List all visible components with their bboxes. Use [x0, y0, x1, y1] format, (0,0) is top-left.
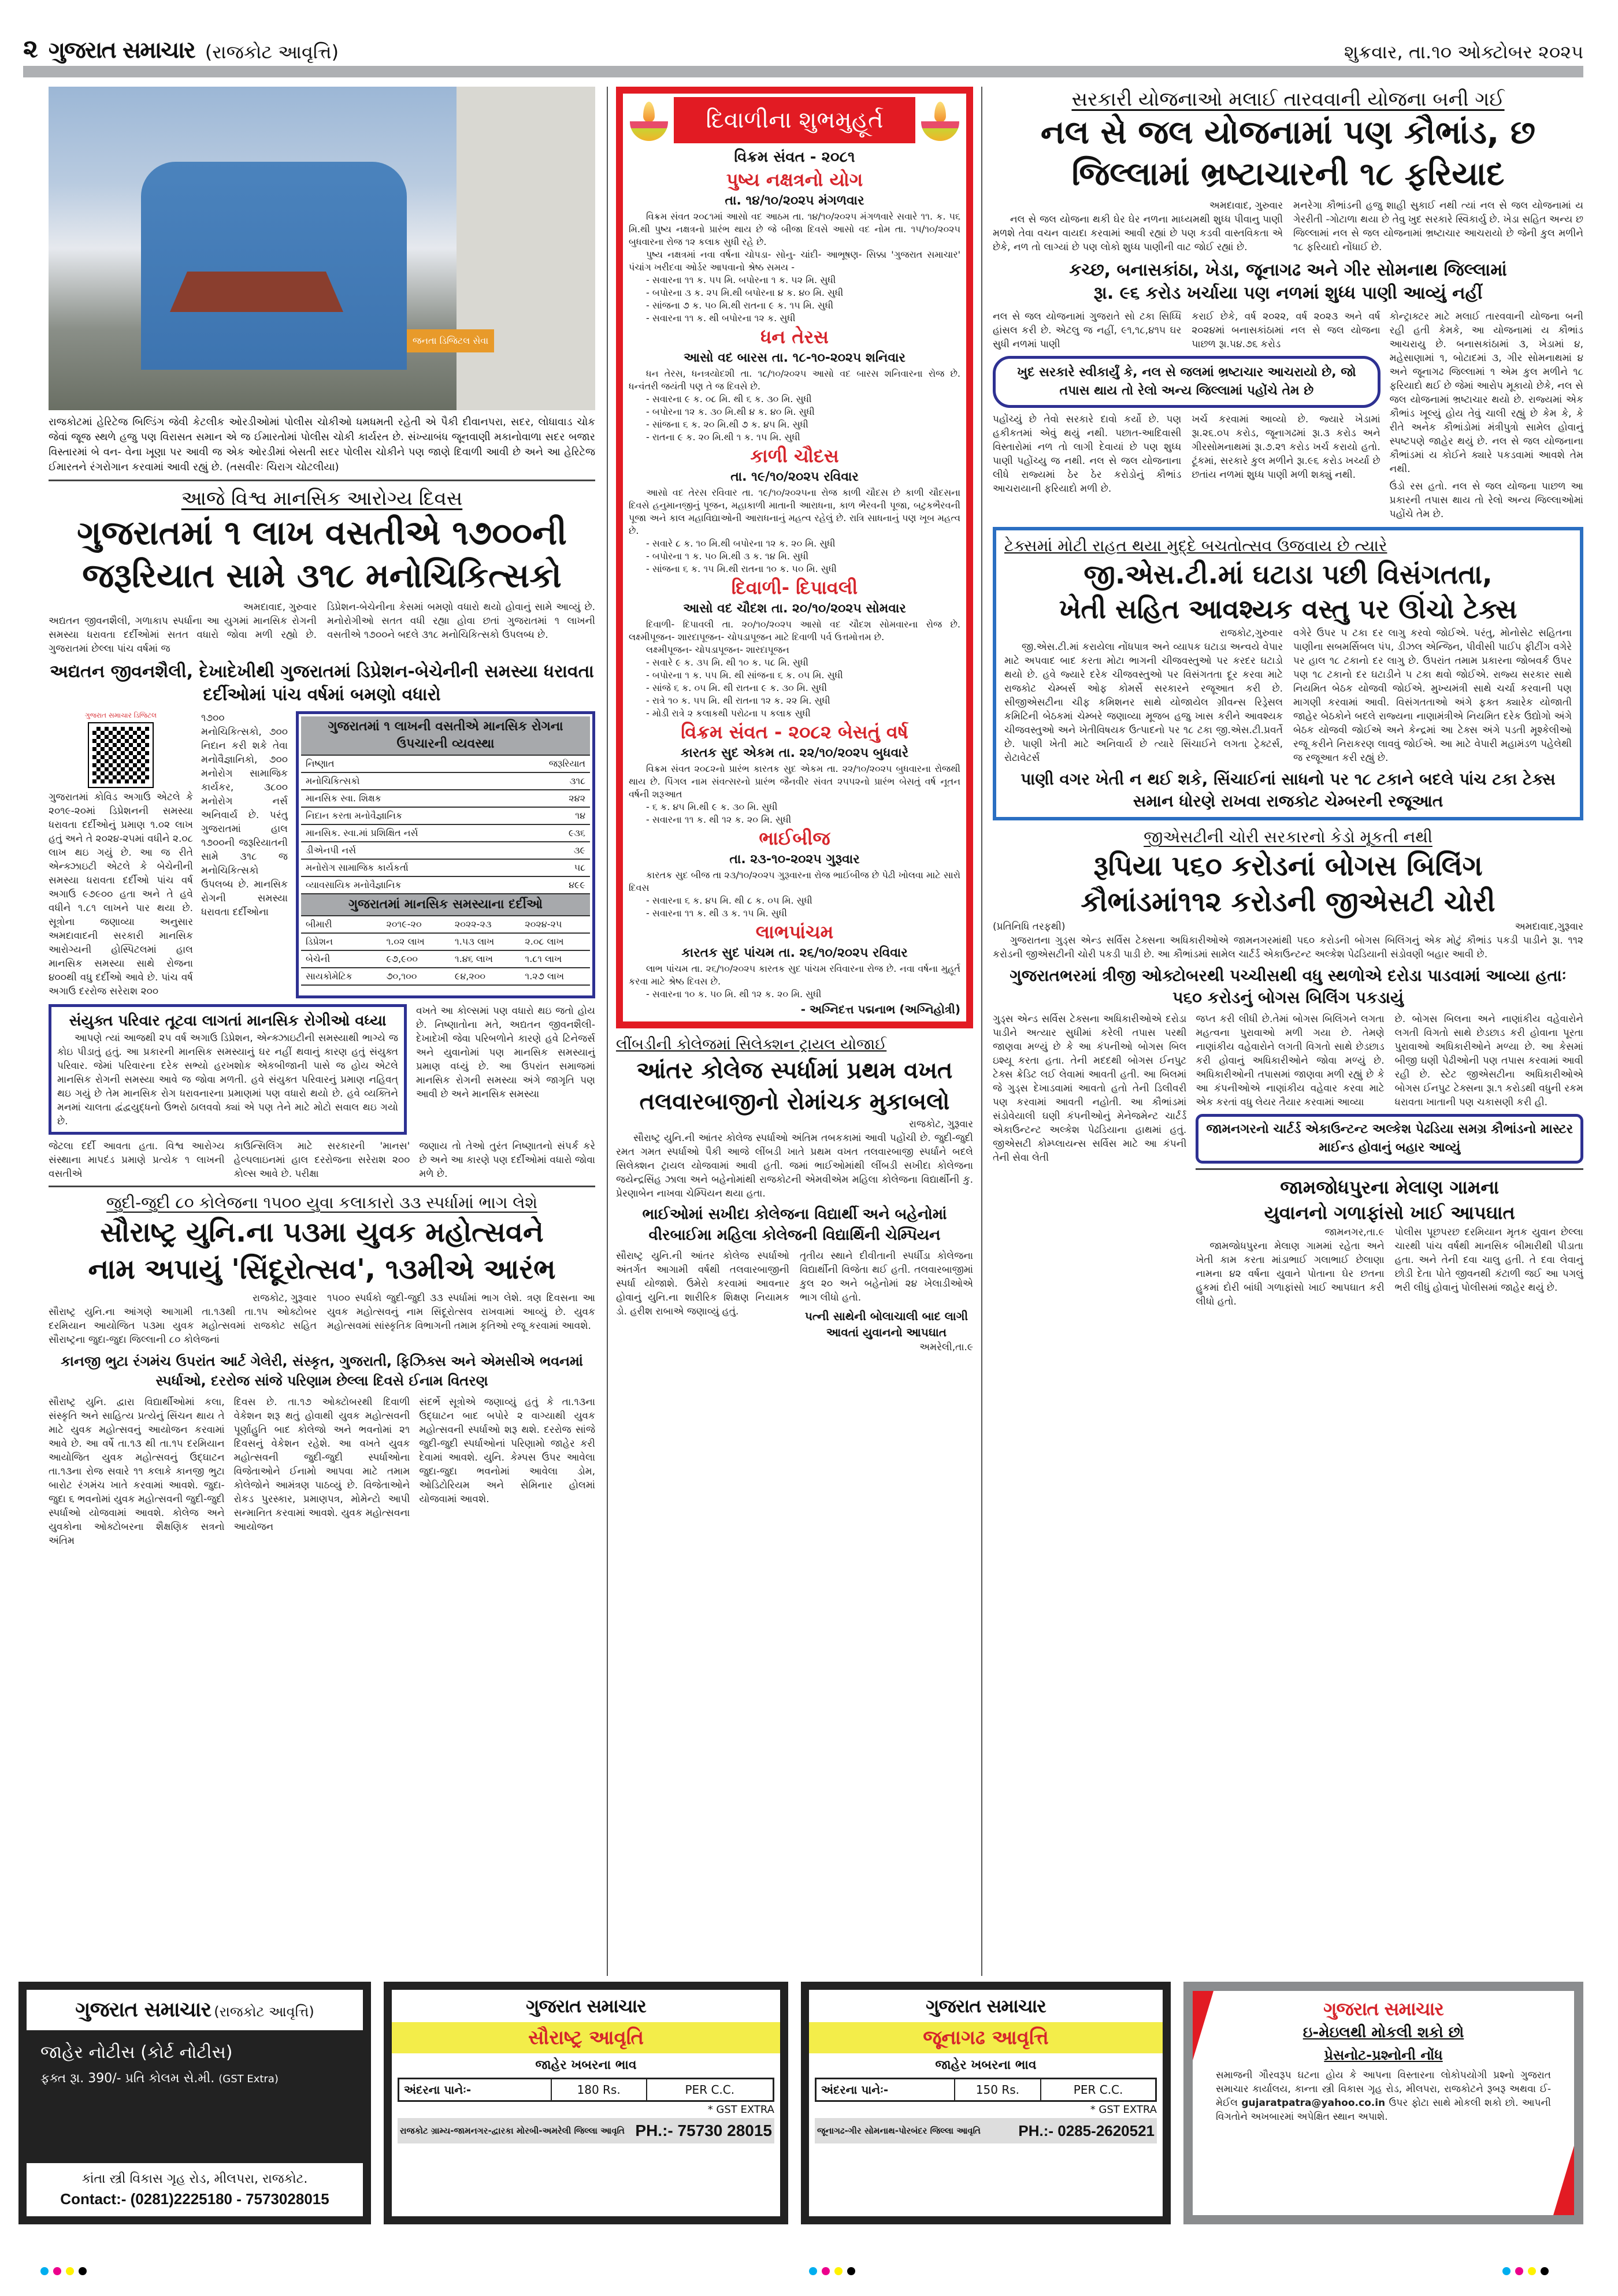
- nal-se-jal-col1: નલ સે જલ યોજનામાં ગુજરાતે સો ટકા સિધ્ધિ હાંસલ કરી છે. એટલુ જ નહીં, ૯૧,૧૮,૪૧૫ ઘર સુધી નળમાં પાણી: [993, 311, 1182, 350]
- headline-line-2: કૌભાંડમાં૧૧૨ કરોડની જીએસટી ચોરી: [1081, 886, 1495, 918]
- col-header: નિષ્ણાત: [301, 755, 507, 772]
- cell: ૨.૦૮ લાખ: [520, 933, 590, 950]
- cell: ૪૯૯: [507, 876, 590, 894]
- cell: ૧.૪૬ લાખ: [450, 950, 521, 968]
- table-row: [301, 933, 590, 950]
- email-link[interactable]: gujaratpatra@yahoo.co.in: [1241, 2097, 1386, 2109]
- cell: માનસિક. સ્વા.માં પ્રશિક્ષિત નર્સ: [301, 824, 507, 842]
- festival-date: આસો વદ ચૌદશ તા. ૨૦/૧૦/૨૦૨૫ સોમવાર: [683, 601, 906, 616]
- mental-health-kicker: આજે વિશ્વ માનસિક આરોગ્ય દિવસ: [181, 487, 463, 510]
- cell: ૧.૦૨ લાખ: [381, 933, 450, 950]
- festival-title: વિક્રમ સંવત - ૨૦૮૨ બેસતું વર્ષ: [681, 721, 908, 743]
- ad-logo: ગુજરાત સમાચાર: [392, 1990, 780, 2022]
- photo-caption: [49, 415, 595, 475]
- fencing-intro: [616, 1117, 973, 1201]
- bogus-billing-right: [1196, 1012, 1583, 1309]
- col-header: ૨૦૧૯-૨૦: [381, 916, 450, 933]
- headline-line-2: જિલ્લામાં ભ્રષ્ટાચારની ૧૮ ફરિયાદ: [1071, 155, 1505, 193]
- festival-title: કાળી ચૌદસ: [750, 445, 839, 467]
- nal-se-jal-col2: કરાઈ છેકે, વર્ષ ૨૦૨૨, વર્ષ ૨૦૨૩ અને વર્ષ ૨૦૨૪માં બનાસકાંઠામાં નલ સે જલ યોજના પાછળ રૂા.૫૪.૭૬ કરોડ: [1192, 311, 1381, 350]
- registration-marks: [1502, 2267, 1549, 2275]
- table-row: [301, 876, 590, 894]
- rate-label: અંદરના પાનેઃ-: [399, 2079, 552, 2100]
- wife-dateline: અમરેલી,તા.૯: [919, 1342, 973, 1353]
- mental-health-bottom-col2: કાઉન્સિલિંગ માટે સરકારની 'માનસ' હેલ્પલાઇનમાં હાલ દરરોજના સરેરાશ ૨૦૦ કોલ્સ આવે છે. પરીક્ષા: [233, 1140, 410, 1180]
- headline-line-2: નામ અપાયું 'સિંદૂરોત્સવ', ૧૩મીએ આરંભ: [88, 1253, 556, 1286]
- mental-health-subhead: અદ્યતન જીવનશૈલી, દેખાદેખીથી ગુજરાતમાં ડિપ્રેશન-બેચેનીની સમસ્યા ધરાવતા દર્દીઓમાં પાંચ વર્ષમાં બમણો વધારો: [50, 662, 594, 705]
- photo-credit: (તસવીરઃ ચિરાગ ચોટલીયા): [226, 461, 339, 473]
- ad-text-2: ઉપર ફોટા સાથે મોકલી શકો છો. આપની વિગતોને અખબારમાં અપેક્ષિત સ્થાન અપાશે.: [1216, 2097, 1551, 2123]
- ad-text-1: સમાજની ગૌરવરૂપ ઘટના હોય કે આપના વિસ્તારના લોકોપયોગી પ્રશ્નો ગુજરાત સમાચાર કાર્યાલય, કાન્તા સ્ત્રી વિકાસ ગૃહ રોડ, મીલપરા, રાજકોટને રૂબરૂ અથવા ઈ-મેઈલ: [1216, 2070, 1551, 2109]
- youth-fest-kicker: જુદી-જુદી ૮૦ કોલેજના ૧૫૦૦ યુવા કલાકારો ૩૩ સ્પર્ધામાં ભાગ લેશે: [106, 1193, 537, 1212]
- muhurat-time: - રાત્રે ૧૦ ક. ૫૫ મિ. થી રાતના ૧૨ ક. ૨૨ મિ. સુધી: [646, 695, 830, 706]
- table-row: [301, 790, 590, 807]
- issue-date: શુક્રવાર, તા.૧૦ ઓક્ટોબર ૨૦૨૫: [1344, 41, 1583, 63]
- table-row: [301, 968, 590, 985]
- festival-paragraph: આસો વદ તેરસ રવિવાર તા. ૧૯/૧૦/૨૦૨૫ના રોજ કાળી ચૌદસ છે કાળી ચૌદસના દિવસે હનુમાનજીનું પૂજન, મહાકાળી માતાની આરાધના, કાળ ભૈરવની પૂજા, બટુકભૈરવની પૂજા અને કાલ મહાવિદ્યાઓની આરાધનાનું મહત્વ રહેલું છે. રાત્રિ સાધનાનું પણ ખૂબ મહત્વ છે.: [629, 487, 960, 536]
- festival-paragraph: લાભ પાંચમ તા. ૨૬/૧૦/૨૦૨૫ કારતક સુદ પાંચમ રવિવારના રોજ છે. નવા વર્ષના મુહૂર્ત કરવા માટે શ્રેષ્ઠ દિવસ છે.: [629, 963, 960, 987]
- mental-health-intro-left: [49, 600, 317, 656]
- col-text: જી.એસ.ટી.માં કરાયેલા નોંધપાત્ર અને વ્યાપક ઘટાડા અન્વયે વેપાર માટે અપવાદ બાદ કરતા મોટા ભાગની ચીજવસ્તુઓ પર કરદર ઘટાડો થયો છે. હવે જ્યારે દરેક ચીજવસ્તુઓ પર વિસંગતતા દૂર કરવા માટે રાજકોટ ચેમ્બર્સ ઓફ કોમર્સે સરકારને રજૂઆત કરી છે. સીજીએસટીના ચીફ કમિશનર સાથે યોજાયેલ ગ્રીવન્સ રિડ્રેસલ કમિટિની બેઠકમાં ચેમ્બરે જણાવ્યા મૂજબ હજુ ખાસ કરીને આવશ્યક ચીજવસ્તુઓ અને ખેતીવિષયક ઉત્પાદનો પર ૧૮ ટકા જી.એસ.ટી.પ્રવર્તે છે. પાણી ખેતી માટે અનિવાર્ય છે ત્યારે સિંચાઈને લગતા ટ્રેક્ટર્સ, રોટાવેટર્સ: [1004, 641, 1283, 764]
- intro-text: સૌરાષ્ટ્ર યુનિ.ની આંતર કોલેજ સ્પર્ધાઓ અંતિમ તબકકામાં આવી પહોંચી છે. જુદી-જુદી રમત ગમત સ્પર્ધાઓ પૈકી આજે લીંબડી ખાતે પ્રથમ વખત તલવારબાજી સ્પર્ધાને બદલે સિલેક્શન ટ્રાયલ યોજવામાં આવી હતી. જમાં ભાઈઓમાંથી લીંબડી સખીદા કોલેજના જયેન્દ્રસિંહ ઝાલા અને બહેનોમાંથી રાજકોટની એમવીએમ મહિલા કોલેજના વિદ્યાર્થીની કુ. પ્રેરણાબેન નાખવા ચેમ્પિયન થયા હતા.: [616, 1132, 973, 1199]
- photo-roof: [170, 272, 343, 312]
- ad-logo: ગુજરાત સમાચાર: [809, 1990, 1163, 2022]
- cell: ૨૪૨: [507, 790, 590, 807]
- youth-fest-subhead: કાનજી ભુટા રંગમંચ ઉપરાંત આર્ટ ગેલેરી, સંસ્કૃત, ગુજરાતી, ફિઝિક્સ અને એમસીએ ભવનમાં સ્પર્ધાઓ, દરરોજ સાંજે પરિણામ છેલ્લા દિવસે ઈનામ વિતરણ: [61, 1353, 583, 1389]
- registration-marks: [40, 2267, 87, 2275]
- table-title: ગુજરાતમાં માનસિક સમસ્યાના દર્દીઓ: [301, 894, 590, 916]
- ad-logo: ગુજરાત સમાચાર: [75, 1998, 211, 2022]
- youth-fest-intro-left: [49, 1291, 317, 1347]
- festival-date: તા. ૨૩-૧૦-૨૦૨૫ ગુરૂવાર: [729, 852, 860, 867]
- cell: ૭૦,૧૦૦: [381, 968, 450, 985]
- mental-health-col2: ૧૭૦૦ મનોચિકિત્સકો, ૭૦૦ નિદાન કરી શકે તેવા મનોવૈજ્ઞાનિકો, ૭૦૦ મનોરોગ સામાજિક કાર્યકર, ૩૮૦૦ મનોરોગ નર્સ અનિવાર્ય છે. પરંતુ ગુજરાતમાં હાલ ૧૭૦૦ની જરૂરિયાતની સામે ૩૧૮ જ મનોચિકિત્સકો ઉપલબ્ધ છે. માનસિક રોગની સમસ્યા ધરાવતા દર્દીઓના: [201, 712, 288, 918]
- newspaper-logo: ગુજરાત સમાચાર: [48, 37, 195, 64]
- edition-label: (રાજકોટ આવૃત્તિ): [205, 41, 339, 63]
- col-text: જામજોધપુરના મેલાણ ગામમાં રહેતા અને ખેતી કામ કરતા માંડાભાઈ ગલાભાઈ છેલાણા નામના ૪૨ વર્ષના યુવાને પોતાના ઘેર છતના હુકમાં દોરી બાંધી ગળાફાંસો ખાઈ આપઘાત કરી લીધો હતો.: [1196, 1240, 1385, 1307]
- rate-label: અંદરના પાનેઃ-: [817, 2079, 955, 2100]
- bogus-billing-cols: [1196, 1012, 1583, 1109]
- table-row: [301, 842, 590, 859]
- ad-body: [27, 2030, 363, 2163]
- cell: ૫૮: [507, 859, 590, 876]
- photo-shop-sign: જનતા ડિજિટલ સેવા: [407, 329, 494, 352]
- ad-region: રાજકોટ ગ્રામ્ય-જામનગર-દ્વારકા મોરબી-અમરેલી જિલ્લા આવૃતિ: [400, 2126, 625, 2136]
- dateline: રાજકોટ,ગુરુવાર: [1219, 627, 1283, 639]
- ad-footer: [27, 2163, 363, 2216]
- mental-health-bottom-col3: જણાય તો તેઓ તુરંત નિષ્ણાતનો સંપર્ક કરે છે અને આ કારણે પણ દર્દીઓમાં વધારો જોવા મળે છે.: [419, 1140, 595, 1180]
- box-text: આપણે ત્યાં આજથી ૨૫ વર્ષ અગાઉ ડિપ્રેશન, એન્ક્ઝાઇટીની સમસ્યાથી ભાગ્યે જ કોઇ પીડાતું હતું. આ પ્રકારની માનસિક સમસ્યાનું ઘર નહીં થવાનું કારણ હતું સંયુક્ત પરિવાર. જેમાં પરિવારના દરેક સભ્યો હરખશોક એકબીજાની પાસે જ હોય એટલે માનસિક રોગની સમસ્યા આવે જ જોવા મળતી. હવે સંયુક્ત પરિવારનું પ્રમાણ નહિવત્ થઇ ગયું છે તેમ માનસિક રોગ ધરાવનારના પ્રમાણમાં પણ વધારો થયો છે. હવે વ્યક્તિને મનમાં ચાલતા દ્વંદ્વયુદ્ધનો ઉભરો ઠાલવવો ક્યાં એ પણ તેને માટે મોટો સવાલ થઇ ગયો છે.: [57, 1032, 398, 1127]
- bogus-billing-intro: [993, 920, 1583, 961]
- muhurat-time: - બપોરના ૧ ક. ૫૫ મિ. થી સાંજના ૬ ક. ૦૫ મિ. સુધી: [646, 670, 843, 681]
- diya-icon: [629, 97, 669, 143]
- dateline: અમદાવાદ,ગુરૂવાર: [1515, 921, 1583, 932]
- ad-phone: PH.:- 75730 28015: [635, 2122, 772, 2139]
- muhurat-schedule: [629, 147, 960, 1001]
- author: - અગ્નિદત્ત પદ્મનાભ (અગ્નિહોત્રી): [800, 1002, 960, 1016]
- gst-headline: [1004, 557, 1572, 626]
- page-body: [23, 87, 1583, 1976]
- diwali-muhurat-box: [616, 87, 973, 1028]
- table-title: ગુજરાતમાં ૧ લાખની વસતીએ માનસિક રોગના ઉપચારની વ્યવસ્થા: [301, 716, 590, 755]
- masthead-rule: [23, 66, 1583, 77]
- diya-icon: [920, 97, 960, 143]
- ad-edition: સૌરાષ્ટ્ર આવૃતિ: [528, 2026, 644, 2049]
- nal-se-jal-headline: [993, 112, 1583, 195]
- gst-subhead: પાણી વગર ખેતી ન થઈ શકે, સિંચાઈનાં સાધનો પર ૧૮ ટકાને બદલે પાંચ ટકા ટેક્સ સમાન ધોરણે રાખવા રાજકોટ ચેમ્બરની રજૂઆત: [1020, 770, 1556, 811]
- ad-title: જાહેર નોટીસ (કોર્ટ નોટીસ): [40, 2042, 233, 2063]
- cell: ૯૩૬: [507, 824, 590, 842]
- samvat-title: વિક્રમ સંવત - ૨૦૮૧: [734, 148, 855, 166]
- muhurat-time: - સવારના ૧૧ ક. ૫૫ મિ. બપોરના ૧ ક. ૫૨ મિ. સુધી: [646, 274, 836, 285]
- ad-footer: [815, 2118, 1157, 2143]
- festival-paragraph: પુષ્ય નક્ષત્રમાં નવા વર્ષના ચોપડા- સોનુ- ચાંદી- આભૂષણ- સિક્કા 'ગુજરાત સમાચાર' પંચાંગ ખરીદવા ઓર્ડર આપવાનો શ્રેષ્ઠ સમય -: [629, 249, 960, 273]
- youth-fest-col2: દિવસ છે. તા.૧૭ ઓક્ટોબરથી દિવાળી વેકેશન શરૂ થતું હોવાથી યુવક મહોત્સવની પૂર્ણાહુતિ બાદ કોલેજો અને ભવનોમાં ૨૧ દિવસનું વેકેશન રહેશે. આ વખતે યુવક મહોત્સવની જુદી-જુદી સ્પર્ધાઓના વિજેતાઓને ઈનામો આપવા માટે તમામ કોલેજોને આમંત્રણ પાઠવ્યું છે. વિજેતાઓને રોકડ પુરસ્કાર, પ્રમાણપત્ર, મોમેન્ટો આપી સન્માનિત કરવામાં આવશે. યુવક મહોત્સવના આયોજન: [233, 1396, 410, 1533]
- headline-line-1: આંતર કોલેજ સ્પર્ધામાં પ્રથમ વખત: [636, 1057, 953, 1084]
- photo-police-chowki: [49, 87, 595, 410]
- cell: ૧.૮૧ લાખ: [520, 950, 590, 968]
- headline-line-1: રૂપિયા ૫૬૦ કરોડનાં બોગસ બિલિંગ: [1093, 850, 1483, 882]
- headline-line-2: તલવારબાજીનો રોમાંચક મુકાબલો: [639, 1088, 950, 1115]
- cell: વ્યાવસાયિક મનોવૈજ્ઞાનિક: [301, 876, 507, 894]
- dateline: અમદાવાદ, ગુરુવાર: [1209, 200, 1283, 211]
- mental-health-bottom: [49, 1139, 595, 1181]
- cell: ડિપ્રેશન: [301, 933, 381, 950]
- bogus-billing-body: [993, 1012, 1583, 1309]
- patients-table: [301, 894, 590, 986]
- cell: ૯૭,૯૦૦: [381, 950, 450, 968]
- mental-health-bottom-col1: જેટલા દર્દી આવતા હતા. વિશ્વ આરોગ્ય સંસ્થાના માપદંડ પ્રમાણે પ્રત્યેક ૧ લાખની વસતીએ: [49, 1140, 225, 1180]
- ca-callout: જામનગરનો ચાર્ટર્ડ એકાઉન્ટન્ટ અલ્કેશ પેઢડિયા સમગ્ર કૌભાંડનો માસ્ટર માઈન્ડ હોવાનું બહાર આવ્યું: [1196, 1114, 1583, 1164]
- youth-fest-col1: સૌરાષ્ટ્ર યુનિ. દ્વારા વિદ્યાર્થીઓમાં કલા, સંસ્કૃતિ અને સાહિત્ય પ્રત્યેનું સિંચન થાય તે માટે યુવક મહોત્સવનું આયોજન કરવામાં આવે છે. આ વર્ષે તા.૧૩ થી તા.૧૫ દરમિયાન આયોજિત યુવક મહોત્સવનું ઉદ્ઘાટન તા.૧૩ના રોજ સવારે ૧૧ કલાકે કાનજી ભુટા બારોટ રંગમંચ ખાતે કરવામાં આવશે. જુદા-જુદા ૬ ભવનોમાં યુવક મહોત્સવની જુદી-જુદી સ્પર્ધાઓ યોજવામાં આવશે. કોલેજ અને યુવકોના ઓક્ટોબરના શૈક્ષણિક સત્રનો અંતિમ: [49, 1396, 225, 1547]
- fencing-col2-wrap: [800, 1249, 973, 1354]
- ad-title: ઇ-મેઇલથી મોકલી શકો છો: [1302, 2024, 1464, 2041]
- ad-address: કાંતા સ્ત્રી વિકાસ ગૃહ રોડ, મીલપરા, રાજકોટ.: [81, 2172, 308, 2186]
- dateline: અમદાવાદ, ગુરુવાર: [243, 601, 317, 613]
- cell: મનોરોગ સામાજિક કાર્યકર્તા: [301, 859, 507, 876]
- masthead: [23, 35, 1583, 64]
- headline-line-1: ગુજરાતમાં ૧ લાખ વસતીએ ૧૭૦૦ની: [77, 513, 567, 552]
- dateline: રાજકોટ, ગુરૂવાર: [909, 1119, 973, 1130]
- bogus-billing-col2: જપ્ત કરી લીધી છે.તેમાં બોગસ બિલિંગને લગતા મહત્વના પુરાવાઓ મળી ગયા છે. તેમણે નાણાંકીય વહેવારોને લગતી વિગતો સાથે છેડછાડ કરી હોવાનું અધિકારીઓને જોવા મળ્યું છે. અધિકારીઓની તપાસમાં જાણવા મળી રહ્યું છે કે આ કંપનીઓએ નાણાંકીય વહેવાર કરવા માટે એક કરતાં વધુ લેયર તૈયાર કરવામાં આવ્યા: [1196, 1013, 1385, 1108]
- festival-title: પુષ્ય નક્ષત્રનો યોગ: [726, 169, 863, 191]
- corner-accent: [1553, 2146, 1574, 2215]
- festival-date: તા. ૧૯/૧૦/૨૦૨૫ રવિવાર: [730, 470, 859, 484]
- muhurat-time: - સવારે ૮ ક. ૧૦ મિ.થી બપોરના ૧૨ ક. ૨૦ મિ. સુધી: [646, 538, 836, 549]
- cell: ૩૧૮: [507, 772, 590, 790]
- mental-health-col1-wrap: [49, 711, 193, 998]
- muhurat-time: - સવારના ૯ ક. ૦૮ મિ. થી ૬ ક. ૩૦ મિ. સુધી: [646, 393, 812, 404]
- rate-value: 150 Rs.: [955, 2079, 1042, 2100]
- youth-fest-intro: [49, 1291, 595, 1347]
- table-row: [301, 824, 590, 842]
- left-column: [23, 87, 607, 1976]
- ad-gst: * GST EXTRA: [1090, 2104, 1157, 2116]
- fencing-kicker: લીંબડીની કોલેજમાં સિલેક્શન ટ્રાયલ યોજાઈ: [616, 1036, 887, 1053]
- dateline: જામનગર,તા.૯: [1324, 1227, 1385, 1238]
- nal-se-jal-top-cols: [993, 310, 1381, 351]
- festival-title: લાભપાંચમ: [755, 921, 834, 943]
- ad-strip: [18, 1982, 1583, 2224]
- diwali-banner-row: [629, 97, 960, 143]
- ad-edition: જૂનાગઢ આવૃત્તિ: [923, 2026, 1049, 2049]
- ad-header: [27, 1990, 363, 2030]
- youth-fest-intro-right: ૧૫૦૦ સ્પર્ધકો જુદી-જુદી ૩૩ સ્પર્ધામાં ભાગ લેશે. ત્રણ દિવસના આ યુવક મહોત્સવનું નામ સિંદૂરોત્સવ રાખવામાં આવ્યું છે. યુવક મહોત્સવમાં સાંસ્કૃતિક વિભાગની તમામ કૃતિઓ રજૂ કરવામાં આવશે.: [327, 1292, 595, 1332]
- ad-body: [809, 2053, 1163, 2216]
- muhurat-time: - સાંજના ૭ ક. ૫૦ મિ.થી રાતના ૯ ક. ૧૫ મિ. સુધી: [646, 300, 834, 311]
- table-row: [301, 950, 590, 968]
- intro-left-text: અદ્યતન જીવનશૈલી, ગળાકાપ સ્પર્ધાના આ યુગમાં માનસિક રોગની સમસ્યા ધરાવતા દર્દીઓમાં સતત વધારો જોવા મળી રહ્યો છે. ગુજરાતમાં છેલ્લા પાંચ વર્ષમાં જ: [49, 615, 317, 655]
- muhurat-time: - સવારે ૯ ક. ૩૫ મિ. થી ૧૦ ક. ૫૮ મિ. સુધી: [646, 657, 809, 668]
- headline-line-1: જી.એસ.ટી.માં ઘટાડા પછી વિસંગતતા,: [1083, 559, 1493, 590]
- ad-price: ફક્ત રૂા. 390/- પ્રતિ કોલમ સે.મી.: [40, 2071, 215, 2086]
- mental-health-tables: [296, 711, 595, 998]
- cell: ૩૯: [507, 842, 590, 859]
- dateline: રાજકોટ, ગુરૂવાર: [253, 1292, 317, 1304]
- headline-line-2: યુવાનનો ગળાફાંસો ખાઈ આપઘાત: [1264, 1202, 1515, 1224]
- ad-footer: [398, 2118, 774, 2143]
- muhurat-time: - બપોરના ૧ ક. ૫૦ મિ.થી ૩ ક. ૧૪ મિ. સુધી: [646, 551, 809, 562]
- muhurat-time: - મોડી રાત્રે ૨ કલાકથી પરોઢના ૫ કલાક સુધી: [646, 708, 811, 719]
- specialists-table: [301, 716, 590, 894]
- nal-se-jal-col6: ઉંડો રસ હતો. નલ સે જલ યોજના પાછળ આ પ્રકારની તપાસ થાય તો રેલો અન્ય જિલ્લાઓમાં પહોંચે તેમ છે.: [1389, 481, 1583, 520]
- muhurat-time: - સાંજના ૬ ક. ૨૦ મિ.થી ૭ ક. ૪૫ મિ. સુધી: [646, 419, 808, 430]
- festival-title: ધન તેરસ: [760, 326, 829, 348]
- fencing-body: [616, 1249, 973, 1354]
- cell: મનોચિકિત્સકો: [301, 772, 507, 790]
- section-rule: [49, 1186, 595, 1187]
- cell: સાયકોમેટિક: [301, 968, 381, 985]
- mental-health-intro: [49, 600, 595, 656]
- muhurat-time: - સાંજે ૬ ક. ૦૫ મિ. થી રાતના ૯ ક. ૩૦ મિ. સુધી: [646, 682, 827, 693]
- bogus-billing-subhead: ગુજરાતભરમાં ત્રીજી ઓક્ટોબરથી પચ્ચીસથી વધુ સ્થળોએ દરોડા પાડવામાં આવ્યા હતાઃ ૫૬૦ કરોડનું બોગસ બિલિંગ પકડાયું: [1010, 966, 1567, 1007]
- festival-date: કારતક સુદ એકમ તા. ૨૨/૧૦/૨૦૨૫ બુધવારે: [680, 746, 909, 760]
- nal-se-jal-kicker: સરકારી યોજનાઓ મલાઈ તારવવાની યોજના બની ગઈ: [1071, 88, 1505, 111]
- festival-paragraph: વિક્રમ સંવત ૨૦૮૧માં આસો વદ આઠમ તા. ૧૪/૧૦/૨૦૨૫ મંગળવારે સવારે ૧૧. ક. ૫૬ મિ.થી પુષ્ય નક્ષત્રનો પ્રારંભ થાય છે જે બીજા દિવસે આસો વદ નોમ તા. ૧૫/૧૦/૨૦૨૫ બુધવારના રોજ ૧૨ કલાક સુધી રહે છે.: [629, 211, 960, 247]
- diwali-banner: દિવાળીના શુભમુહૂર્ત: [674, 97, 915, 143]
- ad-edition: (રાજકોટ આવૃત્તિ): [214, 2004, 314, 2020]
- headline-line-2: ખેતી સહિત આવશ્યક વસ્તુ પર ઊંચો ટેક્સ: [1059, 593, 1517, 625]
- ad-junagadh-rates[interactable]: [801, 1982, 1171, 2224]
- muhurat-time: - સવારના ૧૧ ક. થી બપોરના ૧૨ ક. સુધી: [646, 313, 796, 324]
- fencing-headline: [616, 1055, 973, 1117]
- bogus-billing-byline: [993, 920, 1583, 934]
- ad-region: જૂનાગઢ-ગીર સોમનાથ-પોરબંદર જિલ્લા આવૃતિ: [817, 2126, 981, 2136]
- festival-paragraph: ધન તેરસ, ધનત્રયોદશી તા. ૧૮/૧૦/૨૦૨૫ આસો વદ બારસ શનિવારના રોજ છે. ધન્વંતરી જયંતી પણ તે જ દિવસે છે.: [629, 368, 960, 392]
- intro-text: નલ સે જલ યોજના થકી ઘેર ઘેર નળના માધ્યમથી શુધ્ધ પીવાનુ પાણી મળશે તેવા વચન વાયદા કરવામાં આવી રહ્યાં છે પણ કડવી વાસ્તવિકતા એ છેકે, નળ તો લાગ્યાં છે પણ લોકો શુધ્ધ પાણીની વાટ જોઈ રહ્યાં છે.: [993, 214, 1283, 253]
- headline-line-1: નલ સે જલ યોજનામાં પણ કૌભાંડ, છ: [1040, 114, 1536, 151]
- ad-phone: PH.:- 0285-2620521: [1018, 2122, 1155, 2139]
- nal-se-jal-left-body: [993, 310, 1381, 521]
- muhurat-time: - સવારના ૧૦ ક. ૫૦ મિ. થી ૧૨ ક. ૨૦ મિ. સુધી: [646, 989, 822, 1000]
- corner-accent: [1193, 1991, 1214, 2060]
- fencing-col2: તૃતીય સ્થાને દીવીતાની સ્પર્ધીડા કોલેજના વિદ્યાર્થીની વિજેતા થઈ હતી. તલવારબાજીમાં કુલ ૨૦ અને બહેનોમાં ૨૪ ખેલાડીઓએ ભાગ લીધો હતો.: [800, 1250, 973, 1303]
- muhurat-time: - રાતના ૯ ક. ૨૦ મિ.થી ૧ ક. ૧૫ મિ. સુધી: [646, 432, 800, 443]
- nal-se-jal-intro-right: મનરેગા કૌભાંડની હજુ શાહી સુકાઈ નથી ત્યાં નલ સે જલ યોજનામાં ય ગેરરીતી -ગોટાળા થયા છે તેવુ ખુદ સરકારે સ્વિકાર્યુ છે. ખેડા સહિત અન્ય છ જિલ્લામાં નલ સે જલ યોજનામાં ભ્રષ્ટાચાર આચરાયો છે જેની કુલ મળીને ૧૮ ફરિયાદો નોંધાઈ છે.: [1293, 200, 1583, 253]
- rate-unit: PER C.C.: [1073, 2083, 1123, 2097]
- muhurat-time: - સવારના ૧૧ ક. થી ૧૨ ક. ૨૦ મિ. સુધી: [646, 814, 792, 825]
- subhead-line-1: કચ્છ, બનાસકાંઠા, ખેડા, જૂનાગઢ અને ગીર સોમનાથ જિલ્લામાં: [1069, 260, 1507, 280]
- gst-col1: [1004, 626, 1283, 765]
- qr-code[interactable]: [89, 723, 153, 787]
- nal-se-jal-intro-left: [993, 199, 1283, 254]
- mental-health-lower: [49, 1004, 595, 1135]
- ad-subtitle: જાહેર ખબરના ભાવ: [535, 2058, 637, 2072]
- source: (પ્રતિનિધિ તરફથી): [993, 921, 1066, 932]
- muhurat-time: - સાંજના ૬ ક. ૧૫ મિ.થી રાતના ૧૦ ક. ૫૦ મિ. સુધી: [646, 563, 837, 574]
- cell: નિદાન કરતા મનોવૈજ્ઞાનિક: [301, 807, 507, 824]
- muhurat-time: - સવારના ૧૧ ક. થી ૩ ક. ૧૫ મિ. સુધી: [646, 908, 787, 919]
- muhurat-time: - બપોરના ૩ ક. ૨૫ મિ.થી બપોરના ૪ ક. ૪૦ મિ. સુધી: [646, 287, 844, 298]
- col-header: ૨૦૨૨-૨૩: [450, 916, 521, 933]
- youth-fest-body: [49, 1395, 595, 1548]
- joint-family-box: [49, 1004, 407, 1135]
- col-header: ૨૦૨૪-૨૫: [520, 916, 590, 933]
- jamjodhpur-body: [1196, 1225, 1583, 1309]
- nal-se-jal-col3: કોન્ટ્રાક્ટર માટે મલાઈ તારવવાની યોજના બની રહી હતી કેમકે, આ યોજનામાં ય કૌભાંડ આચરાયુ છે. બનાસકાંઠામાં ૩, ખેડામાં ૪, મહેસાણામાં ૧, બોટાદમાં ૩, ગીર સોમનાથમાં ૪ અને જૂનાગઢ જિલ્લામાં ૧ એમ કુલ મળીને ૧૮ ફરિયાદો થઈ છે જેમાં આરોપ મૂકાયો છેકે, નલ સે જલ યોજનામાં ભ્રષ્ટાચાર થયો છે. રાજ્યમાં એક કૌભાંડ ખૂલ્યું હોય તેવું ચાલી રહ્યું છે કેમ કે, કે રીતે અનેક કૌભાંડોમાં મંત્રીપુત્રો સામેલ હોવાનું સ્પષ્ટપણે જાહેર થયું છે. નલ સે જલ યોજનાના કૌભાંડમાં ય કોઈને ક્યારે પકડવામાં આવશે તેમ નથી.: [1389, 311, 1583, 475]
- ad-subtitle: પ્રેસનોટ-પ્રશ્નોની નોંધ: [1324, 2047, 1443, 2063]
- festival-date: આસો વદ બારસ તા. ૧૮-૧૦-૨૦૨૫ શનિવાર: [684, 351, 906, 365]
- ad-text: [1216, 2068, 1551, 2124]
- table-row: [301, 772, 590, 790]
- festival-title: ભાઈબીજ: [759, 827, 830, 849]
- nal-se-jal-col5: ખર્ચ કરવામાં આવ્યો છે. જ્યારે ખેડામાં રૂા.૨૬.૦૫ કરોડ, જૂનાગઢમાં રૂા.૩ કરોડ અને ગીરસોમનાથમાં રૂા.૭.૨૧ કરોડ ખર્ચ કરાયો હતો. ટૂંકમાં, સરકારે કુલ મળીને રૂા.૯૬ કરોડ ખર્ચ્યા છે છતાંય નળમાં શુધ્ધ પાણી મળી શક્યું નથી.: [1192, 414, 1381, 481]
- festival-title: દિવાળી- દિપાવલી: [731, 577, 858, 599]
- box-title: સંયુક્ત પરિવાર તૂટવા લાગતાં માનસિક રોગીઓ વધ્યા: [69, 1012, 387, 1030]
- middle-column: [607, 87, 982, 1976]
- ad-contact: Contact:- (0281)2225180 - 7573028015: [60, 2190, 329, 2208]
- ad-gst: * GST EXTRA: [707, 2104, 774, 2116]
- table-header-row: [301, 916, 590, 933]
- fencing-subhead: ભાઈઓમાં સખીદા કોલેજના વિદ્યાર્થી અને બહેનોમાં વીરબાઈમા મહિલા કોલેજની વિદ્યાર્થિની ચેમ્પિયન: [642, 1206, 947, 1244]
- nal-se-jal-col4: પહોંચ્યું છે તેવો સરકારે દાવો કર્યો છે. પણ હકીકતમાં એવું થયું નથી. પછાત-આદિવાસી વિસ્તારોમાં નળ તો લાગી દેવાયાં છે પણ શુધ્ધ પાણી પહોંચ્યુ જ નથી. નલ સે જલ યોજનાના લીધે રાજ્યમાં ઠેર ઠેર કરોડોનું કૌભાંડ આચરાયાની ફરિયાદો મળી છે.: [993, 414, 1182, 495]
- jamjodhpur-col1: [1196, 1225, 1384, 1309]
- rate-value: 180 Rs.: [552, 2079, 647, 2100]
- cell: માનસિક સ્વા. શિક્ષક: [301, 790, 507, 807]
- col-header: જરૂરિયાત: [507, 755, 590, 772]
- bogus-billing-kicker: જીએસટીની ચોરી સરકારનો કેડો મૂકતી નથી: [1144, 827, 1433, 846]
- nal-se-jal-callout: ખુદ સરકારે સ્વીકાર્યું કે, નલ સે જલમાં ભ્રષ્ટાચાર આચરાયો છે, જો તપાસ થાય તો રેલો અન્ય જિલ્લામાં પહોંચે તેમ છે: [993, 356, 1381, 408]
- mental-health-headline: [49, 511, 595, 597]
- ad-body: [392, 2053, 780, 2216]
- rate-unit: PER C.C.: [685, 2083, 735, 2097]
- cell: ૧.૫૩ લાખ: [450, 933, 521, 950]
- ad-court-notice[interactable]: [18, 1982, 371, 2224]
- headline-line-1: જામજોધપુરના મેલાણ ગામના: [1280, 1176, 1500, 1198]
- page-number: ૨: [23, 34, 38, 64]
- youth-fest-headline: [49, 1214, 595, 1288]
- gst-col2: વગેરે ઉપર ૫ ટકા દર લાગુ કરવો જોઈએ. પરંતુ, મોનોસેટ સહિતના પાણીના સબમર્સિબલ પંપ, ડીઝલ એન્જિન, પીવીસી પાઈપ ફીટીંગ વગેરે પર હાલ ૧૮ ટકાનો દર લાગુ છે. ઉપરાંત તમામ પ્રકારના જોબવર્ક ઉપર પણ ૧૮ ટકાનો દર ઘટાડીને ૫ ટકા થવો જોઈએ. રાજ્ય સરકાર સાથે નિયમિત બેઠક યોજવી જોઈએ. મુખ્યમંત્રી સાથે ચર્ચા કરવાની પણ માગણી કરવામાં આવી. વિસંગતતાઓ અંગે ફક્ત ક્યારેક યોજાતી જાહેર બેઠકોને બદલે રાજ્યના નાણામંત્રીએ નિયમિત દરેક ઉદ્યોગો અંગે બેઠક યોજવી જોઈએ અને કેન્દ્રમાં આ ટેક્સ અંગે પડતી મૂશ્કેલીઓ રજૂ કરીને નિરાકરણ લાવવું જોઈએ. આ માટે વેપારી મહામંડળ પહેલેથી જ રજૂઆત કરી રહ્યું છે.: [1293, 627, 1572, 764]
- nal-se-jal-intro: [993, 199, 1583, 254]
- intro-text: સૌરાષ્ટ્ર યુનિ.ના આંગણે આગામી તા.૧૩થી તા.૧૫ ઓક્ટોબર દરમિયાન આયોજિત ૫૩મા યુવક મહોત્સવમાં રાજકોટ સહિત સૌરાષ્ટ્રના જુદા-જુદા જિલ્લાની ૮૦ કોલેજનાં: [49, 1306, 317, 1346]
- bogus-billing-col3: છે. બોગસ બિલના અને નાણાંકીય વહેવારોને લગતી વિગતો સાથે છેડછાડ કરી હોવાના પૂરતા પુરાવાઓ અધિકારીઓને મળ્યા છે. આ કેસમાં બીજી ઘણી પેઢીઓની પણ તપાસ કરવામાં આવી રહી છે. સ્ટેટ જીએસટીના અધિકારીઓએ બોગસ ઈનપુટ ટેક્સના રૂા.૧ કરોડથી વધુની રકમ ધરાવતા ખાતાની પણ ચકાસણી કરી હી.: [1394, 1013, 1583, 1108]
- festival-date: કારતક સુદ પાંચમ તા. ૨૬/૧૦/૨૦૨૫ રવિવાર: [681, 946, 908, 960]
- mental-health-col1: ગુજરાતમાં કોવિડ અગાઉ એટલે કે ૨૦૧૯-૨૦માં ડિપ્રેશનની સમસ્યા ધરાવતા દર્દીઓનું પ્રમાણ ૧.૦૨ લાખ હતું અને તે ૨૦૨૪-૨૫માં વધીને ૨.૦૮ લાખ થઇ ગયું છે. આ જ રીતે એન્ક્ઝાઇટી એટલે કે બેચેનીની સમસ્યા ધરાવતા દર્દીઓ પાંચ વર્ષ અગાઉ ૯૭૯૦૦ હતા અને તે હવે વધીને ૧.૮૧ લાખને પાર થયા છે. સૂત્રોના જણાવ્યા અનુસાર અમદાવાદની સરકારી માનસિક આરોગ્યની હોસ્પિટલમાં હાલ માનસિક સમસ્યા સાથે રોજના ૪૦૦થી વધુ દર્દીઓ આવે છે. પાંચ વર્ષ અગાઉ દરરોજ સરેરાશ ૨૦૦: [49, 792, 193, 997]
- gst-story-box: [993, 527, 1583, 820]
- cell: ડીએનપી નર્સ: [301, 842, 507, 859]
- ad-gst: (GST Extra): [218, 2073, 279, 2085]
- caption-text: રાજકોટમાં હેરિટેજ બિલ્ડિંગ જેવી કેટલીક ઓરડીઓમાં પોલીસ ચોકીઓ ધમધમતી રહેતી એ પૈકી દીવાનપરા, સદર, લોધાવાડ ચોક જેવાં જૂજ સ્થળે હજુ પણ વિરાસત સમાન એ જ ઈમારતોમાં પોલીસ ચોકી કાર્યરત છે. સંખ્યાબંધ જૂનવાણી મકાનોવાળા સદર બજાર વિસ્તારમાં બે વન- વેના ખૂણા પર આવી જ એક ઓરડીમાં બેસતી સદર પોલીસ ચોકીને પણ જાણે દિવાળી આવી છે અને આ હેરિટેજ ઈમારતને રંગરોગાન કરવામાં આવી રહ્યું છે.: [49, 416, 595, 473]
- cell: ૧૪: [507, 807, 590, 824]
- headline-line-1: સૌરાષ્ટ્ર યુનિ.ના ૫૩મા યુવક મહોત્સવને: [100, 1216, 544, 1249]
- ad-subtitle: જાહેર ખબરના ભાવ: [935, 2058, 1037, 2072]
- table-header-row: [301, 755, 590, 772]
- intro-text: ગુજરાતના ગુડ્સ એન્ડ સર્વિસ ટેક્સના અધિકારીઓએ જામનગરમાંથી ૫૬૦ કરોડની બોગસ બિલિંગનું એક મોટું કૌભાંડ પકડી પાડીને રૂા. ૧૧૨ કરોડની જીએસટીની ચોરી પકડી પાડી છે. આ કૌભાંડમાં સામેલ ચાર્ટર્ડ એકાઉન્ટન્ટ અલ્કેશ પેઢડિયાની સંડોવણી બહાર આવી છે.: [993, 935, 1583, 960]
- youth-fest-col3: સંદર્ભે સૂત્રોએ જણાવ્યું હતું કે તા.૧૩ના ઉદ્ઘાટન બાદ બપોરે ૨ વાગ્યાથી યુવક મહોત્સવની સ્પર્ધાઓ શરૂ થશે. દરરોજ સાંજે જુદી-જુદી સ્પર્ધાઓનાં પરિણામો જાહેર કરી દેવામાં આવશે. યુનિ. કેમ્પસ ઉપર આવેલા જુદા-જુદા ભવનોમાં આવેલા ડોમ, ઓડિટોરિયમ અને સેમિનાર હોલમાં યોજવામાં આવશે.: [419, 1396, 595, 1505]
- muhurat-time: - ૬ ક. ૪૫ મિ.થી ૯ ક. ૩૦ મિ. સુધી: [646, 801, 778, 812]
- section-rule: [1196, 1168, 1583, 1170]
- cell: ૯૪,૨૦૦: [450, 968, 521, 985]
- cell: ૧.૨૭ લાખ: [520, 968, 590, 985]
- festival-paragraph: વિક્રમ સંવત ૨૦૮૨નો પ્રારંભ કારતક સુદ એકમ તા. ૨૨/૧૦/૨૦૨૫ બુધવારના રોજથી થાય છે. પિંગલ નામ સંવત્સરનો પ્રારંભ જૈનવીર સંવત ૨૫૫૨નો પ્રારંભ બેસતું વર્ષ નૂતન વર્ષની શરૂઆત: [629, 763, 960, 800]
- bogus-billing-headline: [993, 848, 1583, 920]
- gst-body: [1004, 626, 1572, 765]
- ad-saurashtra-rates[interactable]: [384, 1982, 788, 2224]
- subhead-line-2: રૂા. ૯૬ કરોડ ખર્ચાયા પણ નળમાં શુધ્ધ પાણી આવ્યું નહીં: [1093, 283, 1483, 303]
- nal-se-jal-bottom-cols: [993, 413, 1381, 496]
- festival-subtitle: લક્ષ્મીપૂજન- ચોપડાપૂજન- શારદાપૂજન: [646, 644, 789, 655]
- muhurat-time: - બપોરના ૧૨ ક. ૩૦ મિ.થી ૪ ક. ૪૦ મિ. સુધી: [646, 406, 815, 417]
- photo-building: [141, 162, 407, 370]
- jamjodhpur-col2: પોલીસ પૂછપરછ દરમિયાન મૃતક યુવાન છેલ્લા ચારથી પાંચ વર્ષથી માનસિક બીમારીથી પીડાતા હતા. અને તેની દવા ચાલુ હતી. તે દવા લેવાનું છોડી દેતા પોતે જીવનથી કંટાળી જઈ આ પગલું ભરી લીધું હોવાનું પોલીસમાં જાહેર થયું છે.: [1394, 1227, 1583, 1294]
- photo-wall: [457, 87, 595, 410]
- table-row: [301, 807, 590, 824]
- table-row: [301, 859, 590, 876]
- col-header: બીમારી: [301, 916, 381, 933]
- ad-email-press-note[interactable]: [1183, 1982, 1583, 2224]
- festival-paragraph: દિવાળી- દિપાવલી તા. ૨૦/૧૦/૨૦૨૫ આસો વદ ચૌદશ સોમવારના રોજ છે. લક્ષ્મીપૂજન- શારદાપૂજન- ચોપડાપૂજન માટે દિવાળી પર્વ ઉત્તમોત્તમ છે.: [629, 619, 960, 642]
- mental-health-intro-right: ડિપ્રેશન-બેચેનીના કેસમાં બમણો વધારો થયો હોવાનું સામે આવ્યું છે. મનોરોગીઓ સતત વધી રહ્યા હોવા છતાં ગુજરાતમાં ૧ લાખની વસતીએ ૧૭૦૦ને બદલે ૩૧૮ મનોચિકિત્સકો ઉપલબ્ધ છે.: [327, 601, 595, 641]
- festival-date: તા. ૧૪/૧૦/૨૦૨૫ મંગળવાર: [725, 194, 864, 208]
- mental-health-col3: વખતે આ કોલ્સમાં પણ વધારો થઇ જતો હોય છે. નિષ્ણાતોના મતે, અદ્યતન જીવનશૈલી-દેખાદેખી જેવા પરિબળોને કારણે હવે ટિનેજર્સ અને યુવાનોમાં પણ માનસિક સમસ્યાનું પ્રમાણ વધ્યું છે. આ ઉપરાંત સમાજમાં માનસિક રોગની સમસ્યા અંગે જાગૃતિ પણ આવી છે અને માનસિક સમસ્યા: [416, 1005, 595, 1100]
- jamjodhpur-headline: [1196, 1175, 1583, 1225]
- nal-se-jal-subhead: [993, 259, 1583, 305]
- section-rule: [49, 480, 595, 481]
- headline-line-2: જરૂરિયાત સામે ૩૧૮ મનોચિકિત્સકો: [82, 556, 562, 595]
- nal-se-jal-body: [993, 310, 1583, 521]
- bogus-billing-col1: ગુડ્સ એન્ડ સર્વિસ ટેક્સના અધિકારીઓએ દરોડા પાડીને અત્યાર સુધીમાં કરેલી તપાસ પરથી જાણવા મળ્યું છે કે આ કંપનીઓ બોગસ બિલ ઇશ્યૂ કરતા હતા. તેની મદદથી બોગસ ઈનપુટ ટેક્સ ક્રેડિટ લઈ લેવામાં આવતી હતી. આ બિલમાં જે ગુડ્સ દેખાડવામાં આવતો હતો તેની ડિલીવરી પણ કરવામાં આવતી નહોતી. આ કૌભાંડમાં સંડોવેયાલી ઘણી કંપનીઓનું મેનેજમેન્ટ ચાર્ટર્ડ એકાઉન્ટન્ટ અલ્કેશ પેઢડિયાના હાથમાં હતું. જીએસટી કોમ્પ્લાયન્સ સર્વિસ માટે આ કંપની તેની સેવા લેતી: [993, 1013, 1187, 1164]
- mental-health-main: [49, 711, 595, 998]
- muhurat-time: - સવારના ૬ ક. ૪૫ મિ. થી ૮ ક. ૦૫ મિ. સુધી: [646, 895, 812, 906]
- cell: બેચેની: [301, 950, 381, 968]
- fencing-col1: સૌરાષ્ટ્ર યુનિ.ની આંતર કોલેજ સ્પર્ધાઓ અંતર્ગત આગામી વર્ષથી તલવારબાજીની સ્પર્ધા યોજાશે. ઉમેરો કરવામાં આવનાર હોવાનું યુનિ.ના શારીરિક શિક્ષણ નિયામક ડો. હરીશ રાબાએ જણાવ્યું હતું.: [616, 1250, 789, 1317]
- festival-paragraph: કારતક સુદ બીજ તા ૨૩/૧૦/૨૦૨૫ ગુરૂવારના રોજ ભાઈબીજ છે પેઢી ખોલવા માટે સારો દિવસ: [629, 870, 960, 893]
- wife-suicide-headline: પત્ની સાથેની બોલાચાલી બાદ લાગી આવતાં યુવાનનો આપઘાત: [804, 1309, 968, 1339]
- qr-label: ગુજરાત સમાચાર ડિજિટલ: [84, 711, 157, 719]
- rate-row: [815, 2078, 1157, 2102]
- right-column: [982, 87, 1583, 1976]
- nal-se-jal-right-body: [1390, 310, 1583, 521]
- gst-kicker: ટેક્સમાં મોટી રાહત થયા મુદ્દે બચતોત્સવ ઉજવાય છે ત્યારે: [1004, 536, 1387, 555]
- registration-marks: [809, 2267, 855, 2275]
- ad-logo: ગુજરાત સમાચાર: [1323, 1998, 1443, 2020]
- rate-row: [398, 2078, 774, 2102]
